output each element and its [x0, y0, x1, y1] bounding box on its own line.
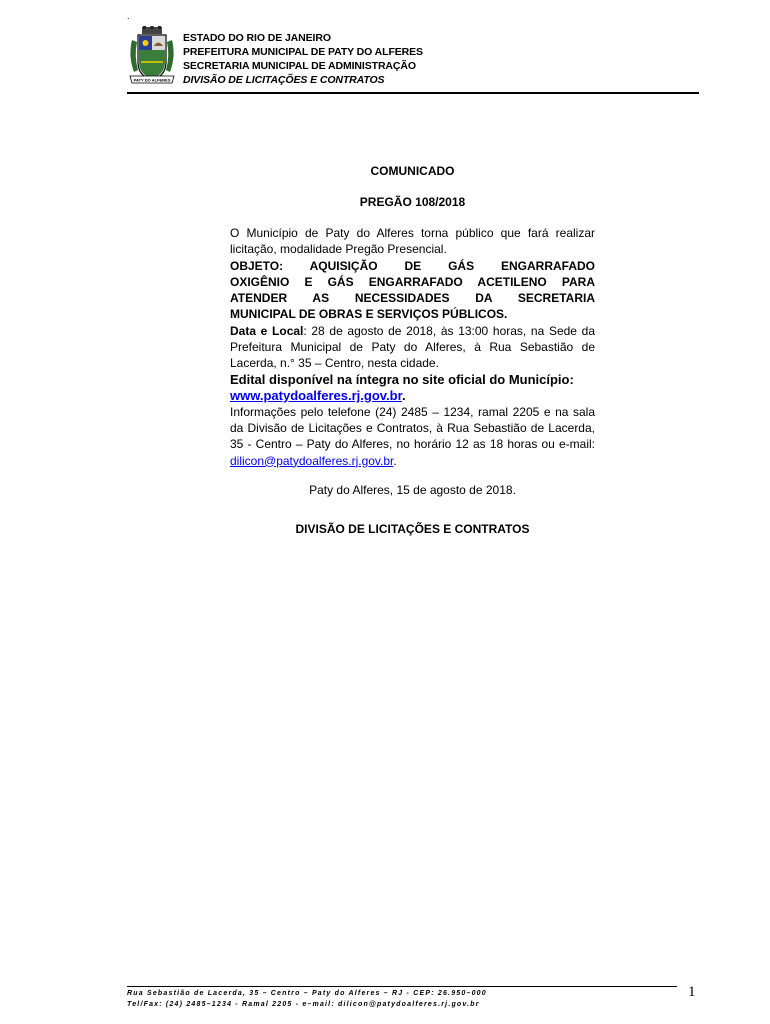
header-mark: .: [127, 11, 130, 21]
doc-body: [230, 225, 595, 469]
objeto-line: ATENDER AS NECESSIDADES DA SECRETARIA: [230, 291, 595, 306]
objeto-line: OBJETO: AQUISIÇÃO DE GÁS ENGARRAFADO: [230, 258, 595, 273]
edital-period: .: [401, 387, 406, 403]
letterhead: [183, 31, 423, 87]
intro-paragraph: O Município de Paty do Alferes torna público que fará realizar licitação, modalidade Pregão Presencial.: [230, 226, 595, 257]
header-divider: [127, 92, 699, 94]
data-label: Data e Local: [230, 323, 304, 338]
doc-subtitle: PREGÃO 108/2018: [359, 195, 466, 209]
header-secretaria: SECRETARIA MUNICIPAL DE ADMINISTRAÇÃO: [183, 60, 416, 72]
footer-contact: Tel/Fax: (24) 2485–1234 - Ramal 2205 - e–mail: dilicon@patydoalferes.rj.gov.br: [127, 1000, 480, 1008]
crest-banner-text: PATY DO ALFERES: [133, 77, 171, 83]
coat-of-arms-icon: [128, 26, 176, 88]
footer-address: Rua Sebastião de Lacerda, 35 – Centro – Paty do Alferes – RJ - CEP: 26.950–000: [127, 990, 487, 997]
edital-text: Edital disponível na íntegra no site oficial do Município:: [230, 371, 574, 387]
data-local-paragraph: [230, 323, 595, 372]
info-paragraph: [230, 404, 595, 469]
info-period: .: [393, 453, 397, 468]
info-text: Informações pelo telefone (24) 2485 – 1234, ramal 2205 e na sala da Divisão de Licitações e Contratos, à Rua Sebastião de Lacerda, 35 - Centro – Paty do Alferes, no horário 12 as 18 horas ou e-mail:: [230, 404, 595, 452]
objeto-line: OXIGÊNIO E GÁS ENGARRAFADO ACETILENO PARA: [230, 274, 595, 289]
objeto-paragraph: [230, 258, 595, 323]
page-number: 1: [688, 984, 696, 1000]
header-prefeitura: PREFEITURA MUNICIPAL DE PATY DO ALFERES: [183, 46, 423, 58]
header-state: ESTADO DO RIO DE JANEIRO: [183, 32, 331, 44]
email-link[interactable]: dilicon@patydoalferes.rj.gov.br: [230, 453, 394, 468]
date-line: Paty do Alferes, 15 de agosto de 2018.: [309, 483, 516, 497]
footer-divider: [127, 986, 677, 987]
header-divisao: DIVISÃO DE LICITAÇÕES E CONTRATOS: [183, 74, 385, 86]
data-text: : 28 de agosto de 2018, às 13:00 horas, na Sede da Prefeitura Municipal de Paty do Alferes, à Rua Sebastião de Lacerda, n.° 35 – Centro, nesta cidade.: [230, 323, 595, 371]
footer: [127, 989, 487, 1010]
edital-link[interactable]: www.patydoalferes.rj.gov.br: [230, 387, 402, 403]
edital-paragraph: [230, 372, 595, 404]
signature-division: DIVISÃO DE LICITAÇÕES E CONTRATOS: [295, 522, 530, 536]
doc-title: COMUNICADO: [370, 164, 455, 178]
objeto-line: MUNICIPAL DE OBRAS E SERVIÇOS PÚBLICOS.: [230, 307, 508, 322]
